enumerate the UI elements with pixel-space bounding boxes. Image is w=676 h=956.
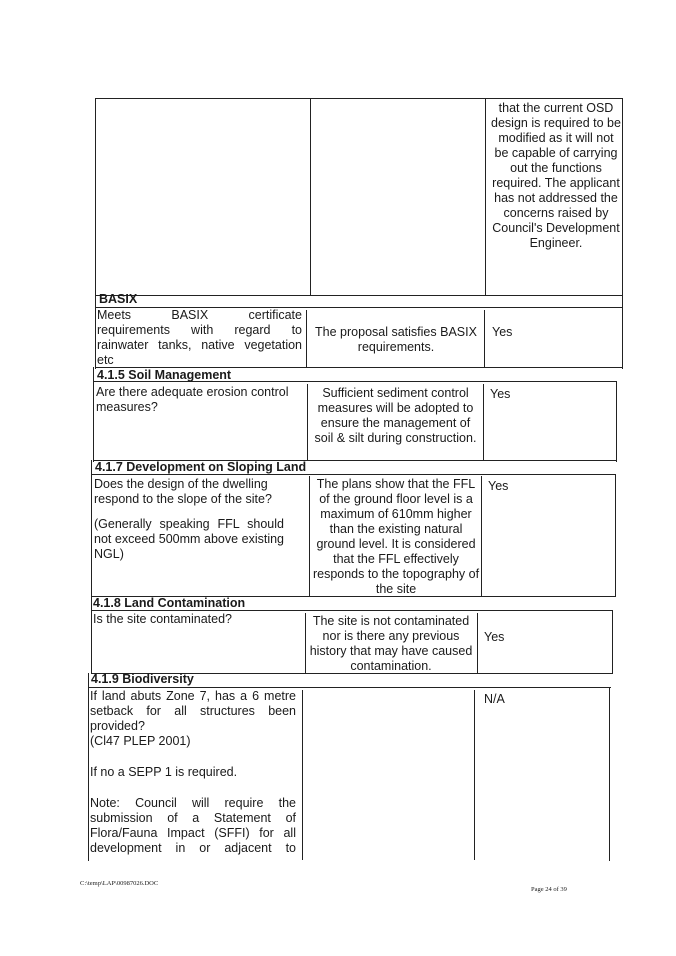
table-rule [91,596,92,674]
table-rule [474,690,475,860]
table-rule [305,613,306,673]
section-header-soil-management: 4.1.5 Soil Management [97,368,232,382]
table-rule [622,307,623,369]
table-rule [95,295,623,296]
table-rule [307,384,308,460]
table-rule [95,98,96,308]
sloping-assessment: The plans show that the FFL of the ground floor level is a maximum of 610mm higher than the existing natural ground level. It is considered that the FFL effectively responds to the topography of the site [312,477,480,596]
table-rule [481,476,482,597]
biodiversity-compliance: N/A [484,692,505,706]
table-rule [302,690,303,860]
biodiversity-clause: (Cl47 PLEP 2001) [90,734,191,748]
contamination-compliance: Yes [484,630,505,644]
sloping-requirement: Does the design of the dwelling respond to the slope of the site? [94,477,272,506]
table-rule [622,98,623,308]
biodiversity-requirement: If land abuts Zone 7, has a 6 metre setback for all structures been provided? [90,689,296,733]
table-rule [306,310,307,368]
table-rule [310,98,311,296]
soil-requirement: Are there adequate erosion control measures? [96,385,289,414]
table-rule [95,98,623,99]
footer-page-number: Page 24 of 39 [531,886,567,893]
table-rule [91,460,92,597]
footer-file-path: C:\temp\LAP\00987026.DOC [80,880,159,887]
table-rule [485,98,486,296]
section-header-basix: BASIX [99,292,138,306]
biodiversity-sepp-note: If no a SEPP 1 is required. [90,765,238,779]
table-rule [609,687,610,861]
table-rule [309,476,310,597]
section-header-biodiversity: 4.1.9 Biodiversity [91,672,194,686]
sloping-compliance: Yes [488,479,509,493]
contamination-requirement: Is the site contaminated? [93,612,232,626]
table-rule [484,310,485,368]
basix-compliance: Yes [492,325,513,339]
table-rule [95,307,96,369]
table-rule [616,381,617,462]
soil-assessment: Sufficient sediment control measures will be adopted to ensure the management of soil & silt during construction. [314,386,477,445]
table-rule [93,367,94,462]
soil-compliance: Yes [490,387,511,401]
table-rule [88,687,611,688]
biodiversity-council-note: Note: Council will require the submission of a Statement of Flora/Fauna Impact (SFFI) for all development in or adjacent to [90,796,296,855]
continued-comment-cell: that the current OSD design is required to be modified as it will not be capable of carrying out the functions required. The applicant has not addressed the concerns raised by Council's Development Engineer. [491,101,621,250]
section-header-land-contamination: 4.1.8 Land Contamination [93,596,246,610]
table-rule [483,384,484,460]
table-rule [88,673,89,861]
section-header-sloping-land: 4.1.7 Development on Sloping Land [95,460,307,474]
contamination-assessment: The site is not contaminated nor is there any previous history that may have caused contamination. [309,614,473,673]
table-rule [612,610,613,674]
basix-requirement: Meets BASIX certificate requirements with regard to rainwater tanks, native vegetation etc [97,308,302,367]
basix-assessment: The proposal satisfies BASIX requirements. [315,325,477,354]
table-rule [615,474,616,597]
sloping-note: (Generally speaking FFL should not exceed 500mm above existing NGL) [94,517,284,561]
table-rule [477,613,478,673]
